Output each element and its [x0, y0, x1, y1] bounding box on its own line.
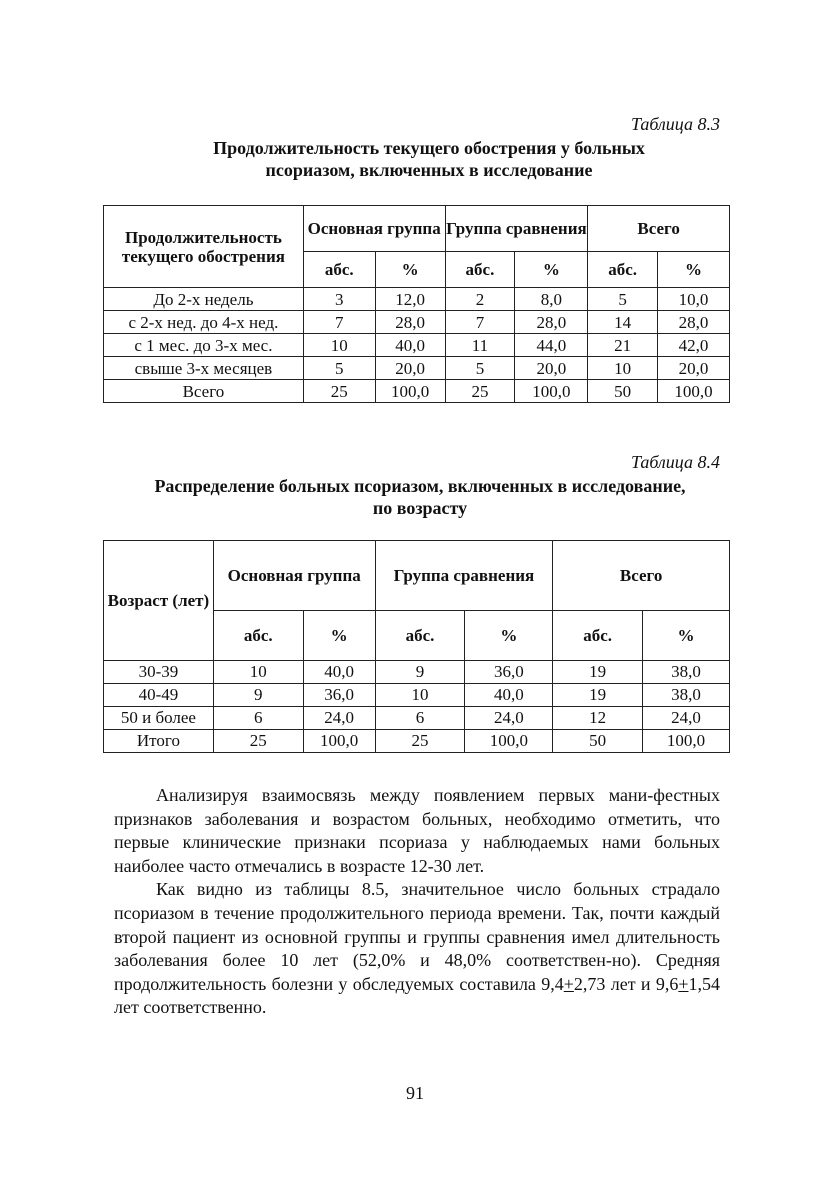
table-8-3-group3-header: Всего: [588, 206, 730, 252]
table-8-4-title: [80, 475, 760, 519]
table-8-3-cell: 28,0: [375, 311, 445, 334]
table-8-4-pct-header: %: [643, 611, 730, 661]
paragraph-2-part-b: 2,73 лет и 9,6: [573, 973, 679, 994]
table-8-4-row: [104, 730, 730, 753]
table-8-4-group1-header: Основная группа: [213, 541, 375, 611]
table-8-4-row-label: Итого: [104, 730, 214, 753]
table-8-4-cell: 24,0: [643, 707, 730, 730]
table-8-3-cell: 20,0: [515, 357, 588, 380]
table-8-3-cell: 7: [303, 311, 375, 334]
body-text: [114, 784, 720, 1020]
table-8-4-abs-header: абс.: [375, 611, 465, 661]
table-8-4-cell: 25: [213, 730, 303, 753]
table-8-3-cell: 44,0: [515, 334, 588, 357]
table-8-4-row-label: 30-39: [104, 661, 214, 684]
table-8-4-cell: 50: [553, 730, 643, 753]
table-8-3-cell: 8,0: [515, 288, 588, 311]
table-8-3-cell: 2: [445, 288, 515, 311]
table-8-3-row: [104, 311, 730, 334]
table-8-3-row-label: с 2-х нед. до 4-х нед.: [104, 311, 304, 334]
table-8-3-row: [104, 357, 730, 380]
table-8-4-body: [104, 661, 730, 753]
table-8-4-row-label: 50 и более: [104, 707, 214, 730]
table-8-3-group1-header: Основная группа: [303, 206, 445, 252]
table-8-3-row: [104, 288, 730, 311]
table-8-4-abs-header: абс.: [553, 611, 643, 661]
table-8-3-cell: 25: [445, 380, 515, 403]
table-8-3-cell: 3: [303, 288, 375, 311]
table-8-4-cell: 25: [375, 730, 465, 753]
table-8-3-body: [104, 288, 730, 403]
table-8-4-rowhead: Возраст (лет): [104, 541, 214, 661]
table-8-3-pct-header: %: [515, 252, 588, 288]
paragraph-2: [114, 878, 720, 1020]
table-8-4-cell: 10: [375, 684, 465, 707]
table-8-3-abs-header: абс.: [303, 252, 375, 288]
table-8-3-pct-header: %: [375, 252, 445, 288]
table-8-3-cell: 10: [303, 334, 375, 357]
table-8-3-title-line2: псориазом, включенных в исследование: [265, 160, 593, 180]
table-8-3-cell: 14: [588, 311, 658, 334]
table-8-4-abs-header: абс.: [213, 611, 303, 661]
table-8-4-pct-header: %: [465, 611, 553, 661]
table-8-3-cell: 100,0: [375, 380, 445, 403]
table-8-3-cell: 7: [445, 311, 515, 334]
table-8-3-cell: 28,0: [658, 311, 730, 334]
table-8-3-cell: 5: [303, 357, 375, 380]
table-8-3-row: [104, 334, 730, 357]
table-8-3-row-label: свыше 3-х месяцев: [104, 357, 304, 380]
table-8-3-cell: 5: [445, 357, 515, 380]
table-8-3-title: [100, 137, 758, 181]
table-8-3-cell: 21: [588, 334, 658, 357]
table-8-4-cell: 100,0: [303, 730, 375, 753]
table-8-3-row: [104, 380, 730, 403]
table-8-3-title-line1: Продолжительность текущего обострения у больных: [213, 138, 645, 158]
paragraph-1: Анализируя взаимосвязь между появлением первых мани-фестных признаков заболевания и возрастом больных, необходимо отметить, что первые клинические признаки псориаза у наблюдаемых нами больных наиболее часто отмечались в возрасте 12-30 лет.: [114, 785, 720, 876]
table-8-3-rowhead: Продолжительность текущего обострения: [104, 206, 304, 288]
table-8-3-row-label: Всего: [104, 380, 304, 403]
table-8-4-label: Таблица 8.4: [630, 452, 720, 472]
table-8-3-cell: 100,0: [658, 380, 730, 403]
paragraph-2-part-a: Как видно из таблицы 8.5, значительное число больных страдало псориазом в течение продолжительного периода времени. Так, почти каждый второй пациент из основной группы и группы сравнения имел длительность заболевания более 10 лет (52,0% и 48,0% соответствен-но). Средняя продолжительность болезни у обследуемых составила 9,4: [114, 879, 720, 994]
table-8-3-abs-header: абс.: [588, 252, 658, 288]
table-8-4-row: [104, 661, 730, 684]
table-8-4-cell: 40,0: [465, 684, 553, 707]
table-8-4-cell: 6: [375, 707, 465, 730]
table-8-4-row: [104, 707, 730, 730]
table-8-3-cell: 10,0: [658, 288, 730, 311]
table-8-3-cell: 5: [588, 288, 658, 311]
table-8-4-cell: 19: [553, 684, 643, 707]
page-number: 91: [406, 1083, 424, 1103]
table-8-4-cell: 40,0: [303, 661, 375, 684]
table-8-4-title-line1: Распределение больных псориазом, включенных в исследование,: [154, 476, 686, 496]
table-8-3-row-label: с 1 мес. до 3-х мес.: [104, 334, 304, 357]
table-8-3-label: Таблица 8.3: [630, 114, 720, 134]
table-8-4-group2-header: Группа сравнения: [375, 541, 553, 611]
table-8-3-cell: 25: [303, 380, 375, 403]
table-8-4-cell: 38,0: [643, 684, 730, 707]
table-8-4-cell: 12: [553, 707, 643, 730]
table-8-4-cell: 24,0: [303, 707, 375, 730]
table-8-4-cell: 36,0: [465, 661, 553, 684]
paragraph-2-part-c: 1,54 лет соответственно.: [114, 973, 720, 1018]
table-8-4-cell: 100,0: [465, 730, 553, 753]
table-8-3-pct-header: %: [658, 252, 730, 288]
table-8-4-cell: 19: [553, 661, 643, 684]
table-8-3-cell: 10: [588, 357, 658, 380]
plus-minus-sign: +: [563, 973, 574, 994]
table-8-4-cell: 10: [213, 661, 303, 684]
plus-minus-sign: +: [678, 973, 689, 994]
table-8-4-row: [104, 684, 730, 707]
table-8-3-group2-header: Группа сравнения: [445, 206, 588, 252]
table-8-4-cell: 9: [375, 661, 465, 684]
table-8-3-row-label: До 2-х недель: [104, 288, 304, 311]
table-8-4-cell: 24,0: [465, 707, 553, 730]
table-8-3-cell: 50: [588, 380, 658, 403]
table-8-4-pct-header: %: [303, 611, 375, 661]
table-8-3-cell: 40,0: [375, 334, 445, 357]
table-8-3-cell: 20,0: [658, 357, 730, 380]
table-8-4-cell: 9: [213, 684, 303, 707]
table-8-4: [103, 540, 730, 753]
table-8-3-cell: 100,0: [515, 380, 588, 403]
table-8-3-cell: 12,0: [375, 288, 445, 311]
table-8-3-cell: 20,0: [375, 357, 445, 380]
table-8-4-cell: 100,0: [643, 730, 730, 753]
table-8-3-abs-header: абс.: [445, 252, 515, 288]
table-8-4-title-line2: по возрасту: [372, 498, 468, 518]
table-8-4-cell: 6: [213, 707, 303, 730]
table-8-4-cell: 38,0: [643, 661, 730, 684]
table-8-4-cell: 36,0: [303, 684, 375, 707]
table-8-3-cell: 28,0: [515, 311, 588, 334]
table-8-4-group3-header: Всего: [553, 541, 730, 611]
table-8-3-cell: 42,0: [658, 334, 730, 357]
table-8-3: [103, 205, 730, 403]
table-8-4-row-label: 40-49: [104, 684, 214, 707]
table-8-3-cell: 11: [445, 334, 515, 357]
